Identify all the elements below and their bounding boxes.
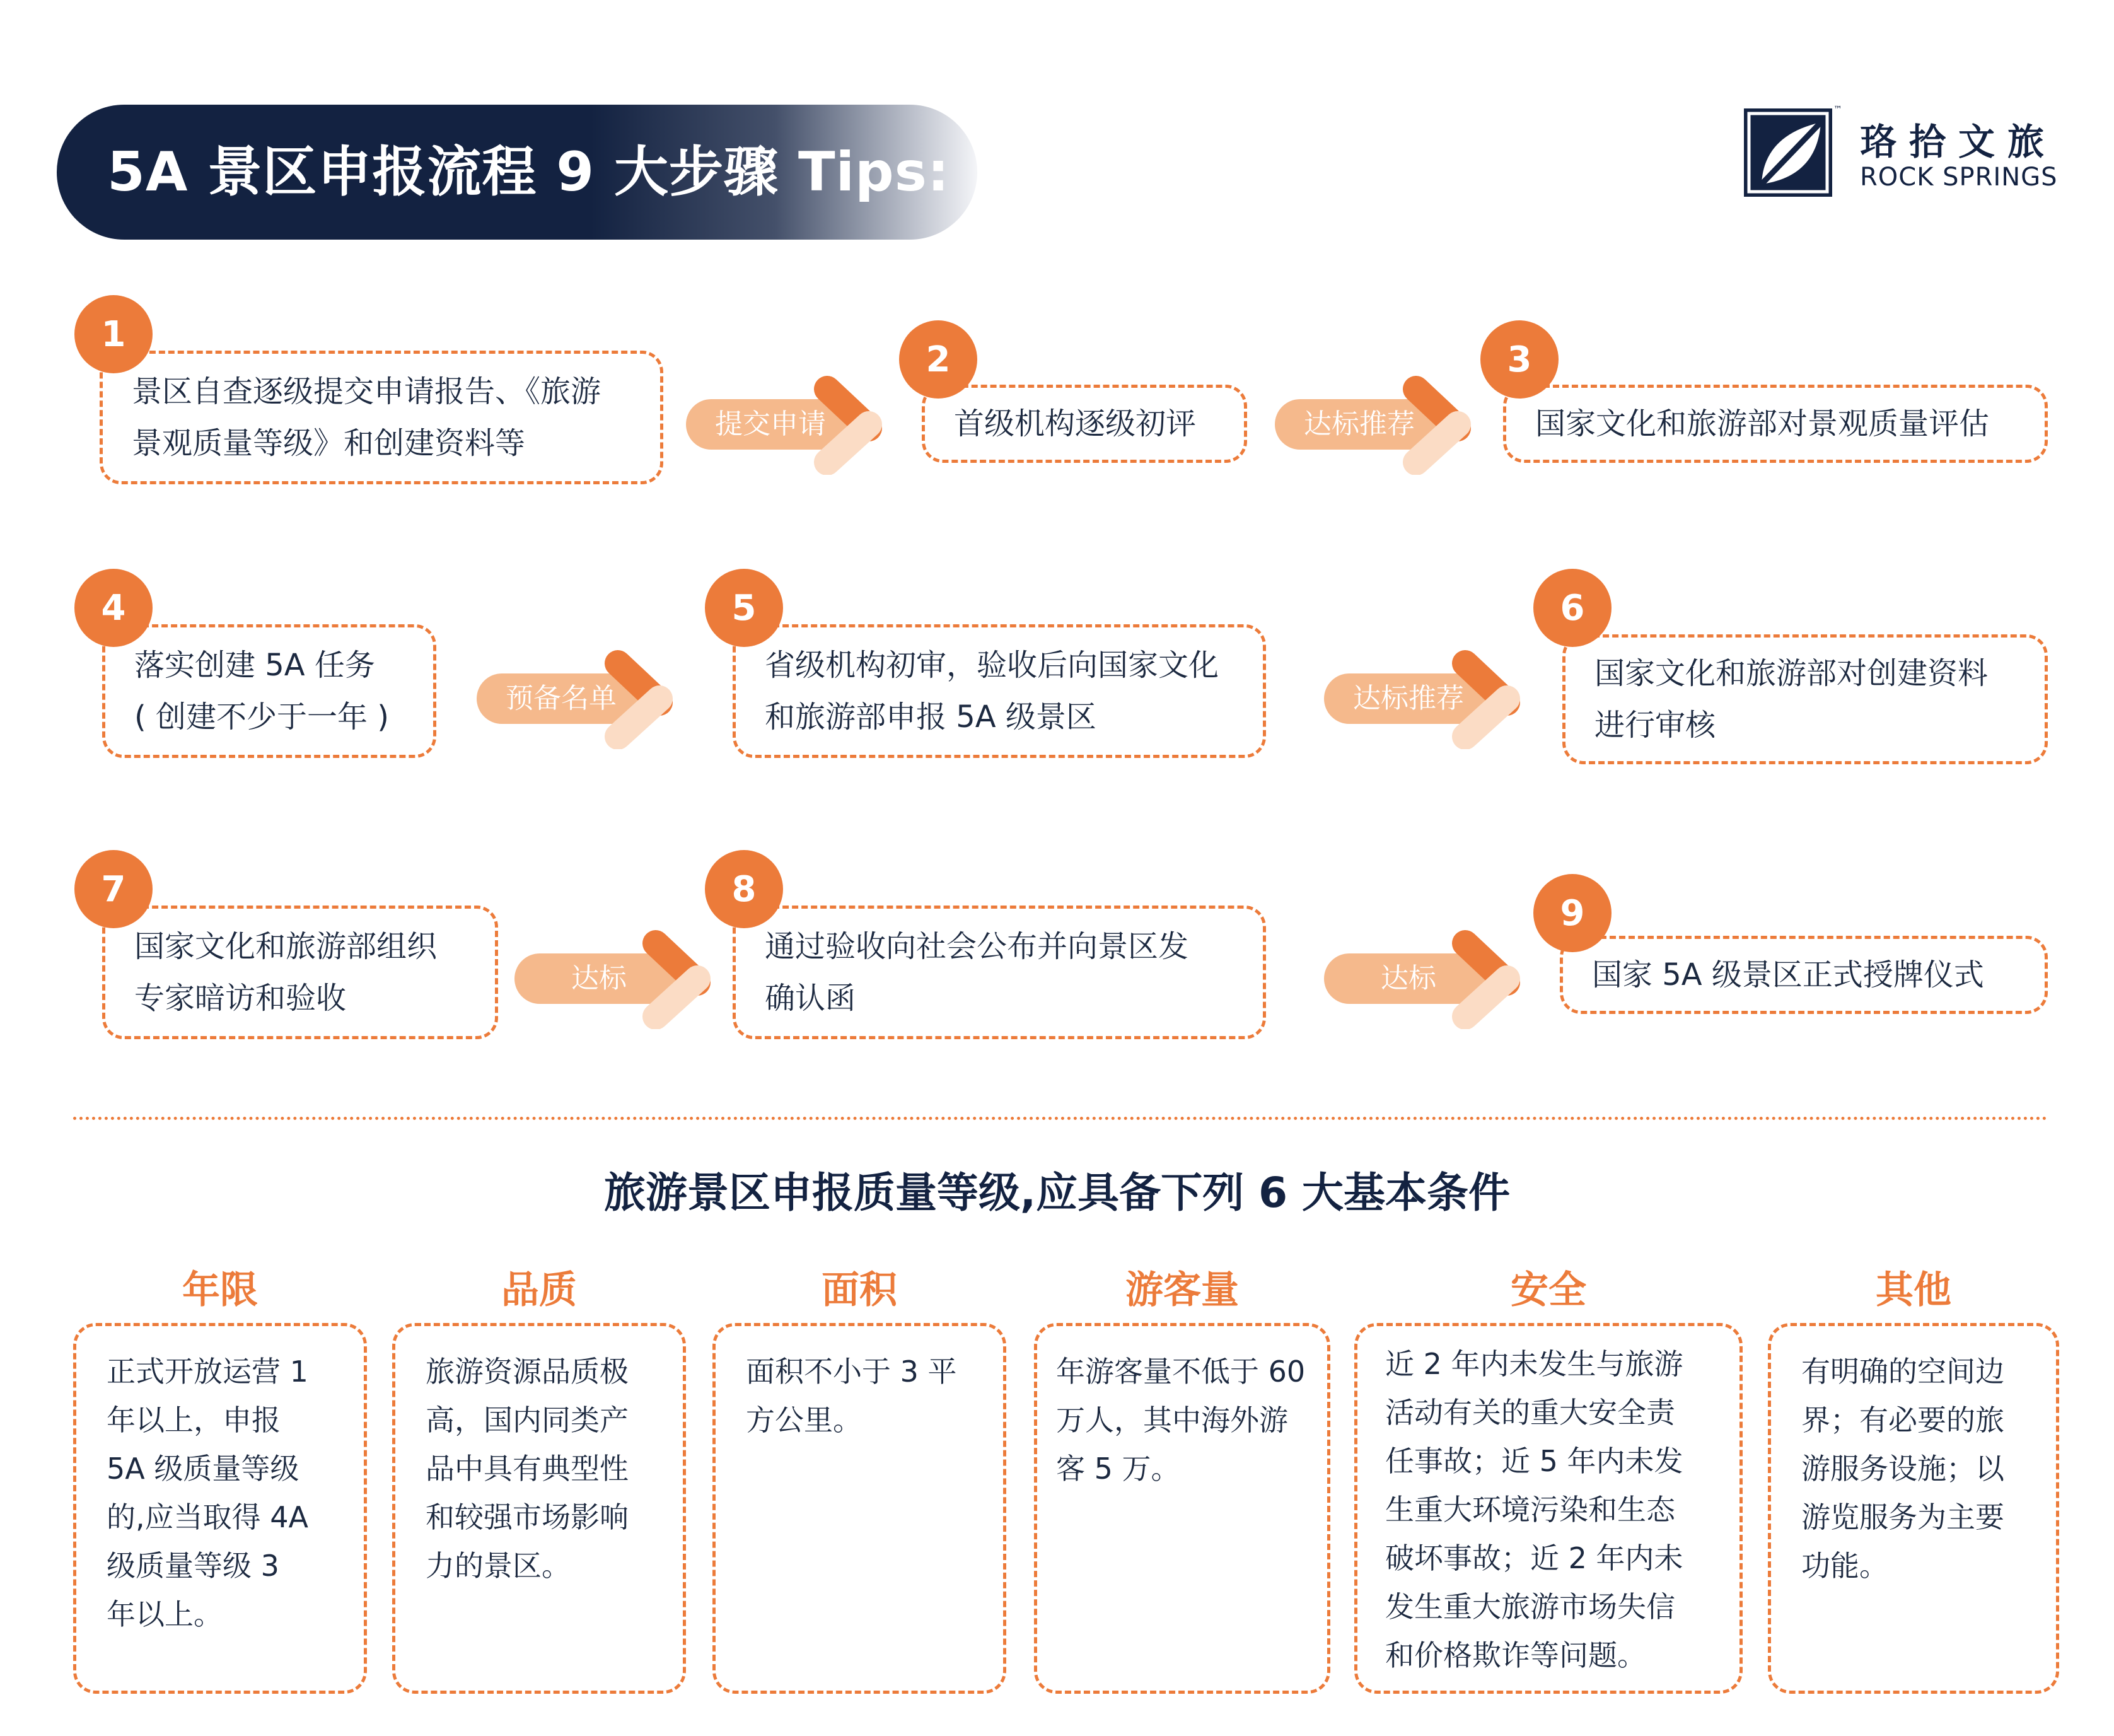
step-2-number: 2 <box>899 320 977 399</box>
condition-line: 的,应当取得 4A <box>107 1500 308 1534</box>
arrow-qualified-recommend-2 <box>1324 648 1526 749</box>
step-text-line: 景区自查逐级提交申请报告、《旅游 <box>132 374 601 409</box>
step-text-line: 通过验收向社会公布并向景区发 <box>765 929 1189 964</box>
step-8-number: 8 <box>705 850 783 928</box>
step-text-line: 省级机构初审，验收后向国家文化 <box>765 648 1219 683</box>
condition-box-safety <box>1354 1323 1743 1694</box>
condition-line: 任事故；近 5 年内未发 <box>1385 1444 1683 1478</box>
condition-line: 生重大环境污染和生态 <box>1385 1493 1675 1527</box>
condition-line: 品中具有典型性 <box>426 1452 629 1486</box>
step-3-number: 3 <box>1480 320 1559 399</box>
step-8-box <box>733 906 1266 1039</box>
step-text-line: 确认函 <box>765 981 856 1016</box>
condition-line: 5A 级质量等级 <box>107 1452 299 1486</box>
rock-springs-logo-icon <box>1744 108 1832 197</box>
step-text-line: 首级机构逐级初评 <box>954 406 1197 441</box>
arrow-label: 预备名单 <box>506 682 617 714</box>
condition-title-years: 年限 <box>182 1268 258 1312</box>
brand-name-en: ROCK SPRINGS <box>1860 163 2058 192</box>
arrow-qualified-recommend <box>1275 374 1477 475</box>
condition-line: 高，国内同类产 <box>426 1403 629 1437</box>
arrow-qualified <box>514 928 716 1029</box>
step-text-line: 和旅游部申报 5A 级景区 <box>765 699 1096 735</box>
condition-box-quality <box>392 1323 686 1694</box>
condition-line: 年以上。 <box>107 1597 223 1631</box>
condition-line: 年以上，申报 <box>107 1403 281 1437</box>
step-text-line: 国家 5A 级景区正式授牌仪式 <box>1592 957 1984 993</box>
brand-name-cn: 珞拾文旅 <box>1860 120 2057 163</box>
step-text-line: 落实创建 5A 任务 <box>134 648 375 683</box>
condition-line: 旅游资源品质极 <box>426 1354 629 1389</box>
arrow-submit-application <box>686 374 888 475</box>
step-1-box <box>100 351 663 484</box>
condition-line: 力的景区。 <box>426 1549 571 1583</box>
step-text-line: 专家暗访和验收 <box>134 981 347 1016</box>
step-1-number: 1 <box>74 295 153 373</box>
step-9-number: 9 <box>1533 874 1612 952</box>
condition-line: 年游客量不低于 60 <box>1056 1354 1306 1389</box>
arrow-label: 提交申请 <box>715 408 826 440</box>
step-2-box <box>922 385 1247 463</box>
arrow-qualified-2 <box>1324 928 1526 1029</box>
arrow-label: 达标 <box>571 962 627 994</box>
condition-line: 正式开放运营 1 <box>107 1354 308 1389</box>
condition-line: 级质量等级 3 <box>107 1549 279 1583</box>
step-text-line: 进行审核 <box>1594 708 1716 743</box>
condition-title-other: 其他 <box>1876 1268 1951 1312</box>
step-text-line: ( 创建不少于一年 ) <box>134 699 389 735</box>
step-6-number: 6 <box>1533 569 1612 647</box>
section-divider <box>73 1117 2048 1120</box>
step-text-line: 景观质量等级》和创建资料等 <box>132 426 526 461</box>
trademark-mark: ™ <box>1833 105 1842 115</box>
condition-line: 近 2 年内未发生与旅游 <box>1385 1347 1683 1381</box>
condition-title-visitors: 游客量 <box>1125 1268 1239 1312</box>
arrow-label: 达标推荐 <box>1304 408 1415 440</box>
condition-line: 界；有必要的旅 <box>1801 1403 2004 1437</box>
condition-line: 发生重大旅游市场失信 <box>1385 1590 1675 1624</box>
step-7-box <box>102 906 498 1039</box>
step-4-number: 4 <box>74 569 153 647</box>
step-text-line: 国家文化和旅游部组织 <box>134 929 438 964</box>
step-4-box <box>102 624 436 758</box>
page-title: 5A 景区申报流程 9 大步骤 Tips: <box>107 141 950 204</box>
condition-line: 活动有关的重大安全责 <box>1385 1395 1675 1430</box>
step-6-box <box>1562 634 2048 764</box>
condition-box-visitors <box>1034 1323 1330 1694</box>
condition-line: 功能。 <box>1801 1549 1888 1583</box>
condition-line: 面积不小于 3 平 <box>746 1354 957 1389</box>
condition-line: 客 5 万。 <box>1056 1452 1180 1486</box>
conditions-heading: 旅游景区申报质量等级,应具备下列 6 大基本条件 <box>604 1168 1510 1217</box>
condition-line: 和较强市场影响 <box>426 1500 629 1534</box>
condition-line: 游览服务为主要 <box>1801 1500 2004 1534</box>
step-5-number: 5 <box>705 569 783 647</box>
arrow-preparatory-list <box>477 648 678 749</box>
condition-box-other <box>1768 1323 2059 1694</box>
condition-box-area <box>712 1323 1006 1694</box>
step-text-line: 国家文化和旅游部对景观质量评估 <box>1535 406 1990 441</box>
condition-title-quality: 品质 <box>501 1268 577 1312</box>
condition-line: 和价格欺诈等问题。 <box>1385 1638 1646 1672</box>
step-text-line: 国家文化和旅游部对创建资料 <box>1594 656 1989 691</box>
condition-line: 有明确的空间边 <box>1801 1354 2004 1389</box>
condition-line: 破坏事故；近 2 年内未 <box>1385 1541 1683 1575</box>
condition-line: 万人，其中海外游 <box>1056 1403 1288 1437</box>
condition-line: 方公里。 <box>746 1403 862 1437</box>
step-5-box <box>733 624 1266 758</box>
condition-title-area: 面积 <box>822 1268 897 1312</box>
step-9-box <box>1560 936 2048 1014</box>
condition-line: 游服务设施；以 <box>1801 1452 2004 1486</box>
step-7-number: 7 <box>74 850 153 928</box>
arrow-label: 达标推荐 <box>1353 682 1464 714</box>
condition-title-safety: 安全 <box>1511 1268 1586 1312</box>
condition-box-years <box>73 1323 367 1694</box>
arrow-label: 达标 <box>1381 962 1436 994</box>
step-3-box <box>1503 385 2048 463</box>
